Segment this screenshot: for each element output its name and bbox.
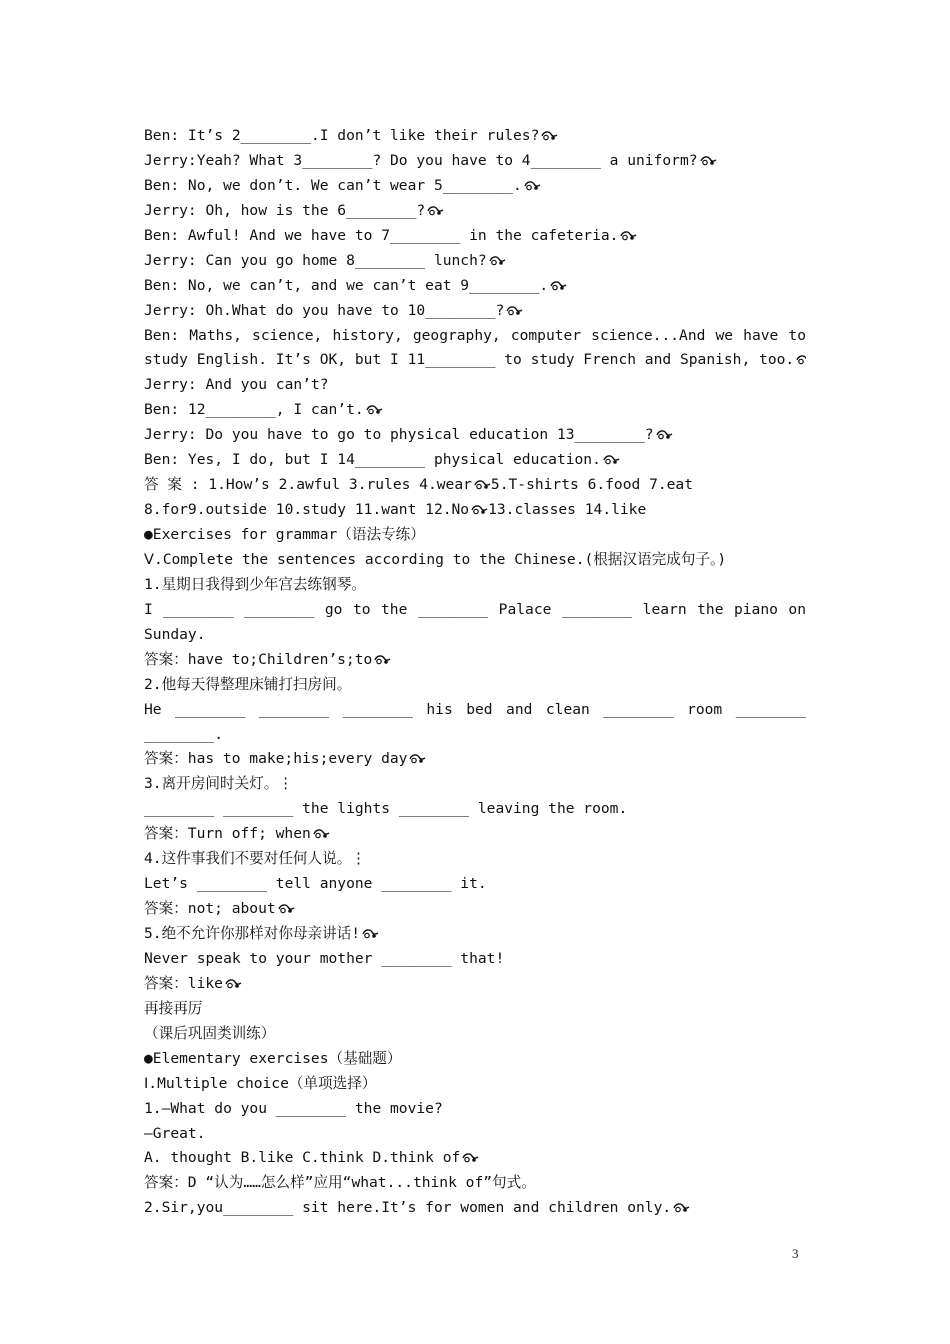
text-line [144,922,806,947]
line-text: 答案：D “认为……怎么样”应用“what...think of”句式。 [144,1174,536,1192]
inline-mark-icon [796,354,806,365]
line-text: Ben: Yes, I do, but I 14________ physical education. [144,451,601,469]
line-text: —Great. [144,1124,206,1142]
text-line [144,348,806,373]
line-text: A. thought B.like C.think D.think of [144,1149,461,1167]
line-text: Ben: Awful! And we have to 7________ in the cafeteria. [144,226,619,244]
inline-mark-icon [427,205,444,216]
text-line [144,698,806,723]
text-line [144,1047,806,1072]
line-text: Jerry: Can you go home 8________ lunch? [144,251,487,269]
page-number: 3 [792,1246,799,1261]
text-line [144,498,806,523]
inline-mark-icon [489,255,506,266]
text-line [144,373,806,398]
line-text: Jerry:Yeah? What 3________? Do you have to 4________ a uniform? [144,151,698,169]
line-text: （课后巩固类训练） [144,1024,276,1042]
inline-mark-icon [603,454,620,465]
line-text: Jerry: And you can’t? [144,376,329,394]
text-line [144,473,806,498]
text-line [144,723,806,748]
text-line [144,274,806,299]
inline-mark-icon [700,155,717,166]
line-text: 答案：like [144,974,223,992]
line-text: He ________ ________ ________ his bed and clean ________ room ________ [144,700,806,718]
line-text: Sunday. [144,625,206,643]
line-text: Ben: No, we can’t, and we can’t eat 9________. [144,276,549,294]
text-line [144,1171,806,1196]
text-line [144,772,806,797]
text-line [144,623,806,648]
text-line [144,448,806,473]
text-line [144,1022,806,1047]
line-text: Jerry: Do you have to go to physical education 13________? [144,426,654,444]
line-text-continued: 5.T-shirts 6.food 7.eat [490,476,694,494]
line-text: 答案：not; about [144,900,276,918]
line-text: 1.—What do you ________ the movie? [144,1099,443,1117]
line-text: 4.这件事我们不要对任何人说。⋮ [144,850,366,868]
text-line [144,523,806,548]
text-line [144,149,806,174]
text-line [144,324,806,349]
line-text: 答 案 : 1.How’s 2.awful 3.rules 4.wear [144,476,472,494]
text-line [144,972,806,997]
inline-mark-icon [474,479,491,490]
text-line [144,1146,806,1171]
text-line [144,648,806,673]
line-text: 1.星期日我得到少年宫去练钢琴。 [144,575,366,593]
inline-mark-icon [471,504,488,515]
text-line [144,847,806,872]
line-text: ●Elementary exercises（基础题） [144,1049,402,1067]
line-text: Ben: It’s 2________.I don’t like their rules? [144,127,540,144]
line-text: Ben: 12________, I can’t. [144,401,364,419]
line-text: study English. It’s OK, but I 11________ to study French and Spanish, too. [144,351,795,369]
text-line [144,174,806,199]
text-line [144,1072,806,1097]
inline-mark-icon [362,928,379,939]
inline-mark-icon [374,654,391,665]
text-line [144,1122,806,1147]
text-line [144,822,806,847]
text-line [144,797,806,822]
line-text: 答案：Turn off; when [144,825,311,843]
line-text: Let’s ________ tell anyone ________ it. [144,875,487,893]
inline-mark-icon [524,180,541,191]
line-text: 答案：have to;Children’s;to [144,650,373,668]
inline-mark-icon [673,1202,690,1213]
line-text: Ⅴ.Complete the sentences according to the Chinese.(根据汉语完成句子。) [144,550,727,568]
line-text: I ________ ________ go to the ________ Palace ________ learn the piano on [144,600,806,618]
line-text: 再接再厉 [144,999,203,1017]
line-text: 2.Sir,you________ sit here.It’s for women and children only. [144,1199,672,1217]
document-body [144,124,806,1221]
text-line [144,1196,806,1221]
text-line [144,199,806,224]
line-text: Ben: Maths, science, history, geography, computer science...And we have to [144,326,806,344]
line-text: 8.for9.outside 10.study 11.want 12.No [144,501,470,519]
line-text: ●Exercises for grammar（语法专练） [144,526,425,543]
line-text: Jerry: Oh.What do you have to 10________? [144,301,505,319]
text-line [144,299,806,324]
text-line [144,897,806,922]
inline-mark-icon [366,404,383,415]
text-line [144,398,806,423]
inline-mark-icon [506,305,523,316]
text-line [144,997,806,1022]
text-line [144,673,806,698]
line-text: 3.离开房间时关灯。⋮ [144,775,293,793]
line-text: 5.绝不允许你那样对你母亲讲话! [144,925,361,942]
text-line [144,224,806,249]
line-text-continued: 13.classes 14.like [488,501,647,519]
line-text: 2.他每天得整理床铺打扫房间。 [144,675,352,693]
line-text: 答案：has to make;his;every day [144,750,408,768]
inline-mark-icon [620,230,637,241]
inline-mark-icon [462,1152,479,1163]
line-text: Ben: No, we don’t. We can’t wear 5________. [144,176,522,194]
line-text: Ⅰ.Multiple choice（单项选择） [144,1074,377,1092]
inline-mark-icon [550,280,567,291]
line-text: ________ ________ the lights ________ leaving the room. [144,800,628,818]
text-line [144,598,806,623]
inline-mark-icon [409,753,426,764]
text-line [144,747,806,772]
inline-mark-icon [541,130,558,141]
text-line [144,573,806,598]
text-line [144,947,806,972]
inline-mark-icon [313,828,330,839]
inline-mark-icon [278,903,295,914]
line-text: Jerry: Oh, how is the 6________? [144,201,426,219]
text-line [144,548,806,573]
inline-mark-icon [225,978,242,989]
inline-mark-icon [656,429,673,440]
text-line [144,249,806,274]
line-text: Never speak to your mother ________ that! [144,949,505,967]
line-text: ________. [144,725,224,743]
text-line [144,124,806,149]
text-line [144,423,806,448]
text-line [144,1097,806,1122]
text-line [144,872,806,897]
